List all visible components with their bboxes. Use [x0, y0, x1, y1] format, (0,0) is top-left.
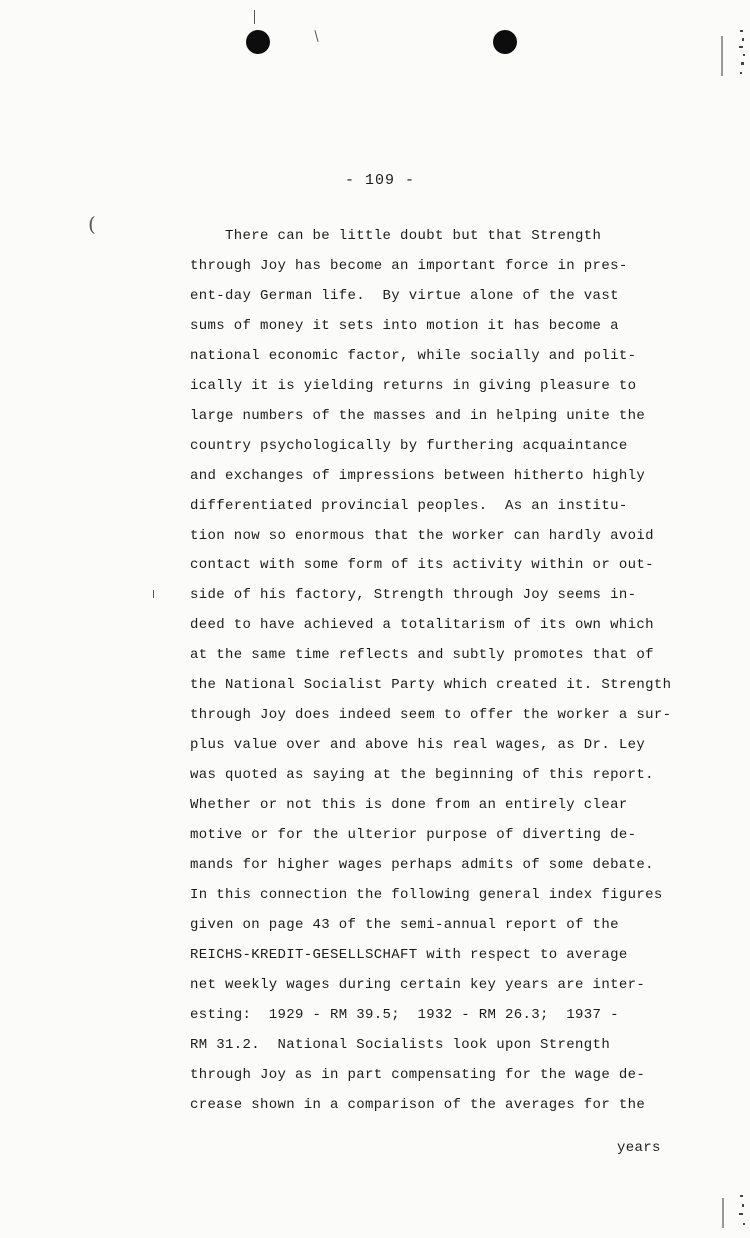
- text-line: net weekly wages during certain key years are inter-: [190, 976, 646, 993]
- text-line: sums of money it sets into motion it has become a: [190, 317, 619, 334]
- text-line: REICHS-KREDIT-GESELLSCHAFT with respect to average: [190, 946, 628, 963]
- text-line: deed to have achieved a totalitarism of its own which: [190, 617, 654, 634]
- scan-edge-specks: [738, 1195, 750, 1235]
- text-line: through Joy does indeed seem to offer the worker a sur-: [190, 707, 672, 724]
- scan-mark: [153, 590, 154, 598]
- text-line: through Joy has become an important force in pres-: [190, 257, 628, 274]
- scan-edge-specks: [738, 30, 750, 80]
- scan-mark: [314, 30, 318, 42]
- page-number: - 109 -: [344, 172, 415, 189]
- text-line: esting: 1929 - RM 39.5; 1932 - RM 26.3; 1937 -: [190, 1006, 619, 1023]
- text-line: There can be little doubt but that Strength: [190, 228, 602, 244]
- text-line: plus value over and above his real wages, as Dr. Ley: [190, 737, 646, 754]
- punch-hole: [493, 30, 517, 54]
- punch-hole: [246, 30, 270, 54]
- text-line: country psychologically by furthering acquaintance: [190, 437, 628, 454]
- text-line: ically it is yielding returns in giving pleasure to: [190, 377, 637, 394]
- text-line: differentiated provincial peoples. As an institu-: [190, 497, 628, 514]
- text-line: ent-day German life. By virtue alone of the vast: [190, 287, 619, 304]
- text-line: national economic factor, while socially and polit-: [190, 347, 637, 364]
- margin-mark: (: [88, 212, 96, 236]
- text-line: In this connection the following general index figures: [190, 886, 663, 903]
- text-line: side of his factory, Strength through Joy seems in-: [190, 587, 637, 604]
- scan-mark: [721, 36, 723, 76]
- scan-mark: [254, 10, 255, 24]
- text-line: tion now so enormous that the worker can hardly avoid: [190, 527, 654, 544]
- catchword: years: [617, 1140, 661, 1156]
- text-line: crease shown in a comparison of the averages for the: [190, 1096, 646, 1113]
- text-line: was quoted as saying at the beginning of this report.: [190, 767, 654, 784]
- text-line: motive or for the ulterior purpose of diverting de-: [190, 827, 637, 843]
- text-line: through Joy as in part compensating for the wage de-: [190, 1066, 646, 1083]
- text-line: contact with some form of its activity within or out-: [190, 557, 654, 574]
- text-line: Whether or not this is done from an entirely clear: [190, 797, 628, 814]
- text-line: the National Socialist Party which created it. Strength: [190, 677, 672, 694]
- text-line: given on page 43 of the semi-annual report of the: [190, 916, 619, 933]
- scan-mark: [722, 1198, 724, 1228]
- text-line: RM 31.2. National Socialists look upon Strength: [190, 1036, 611, 1053]
- text-line: large numbers of the masses and in helping unite the: [190, 407, 646, 424]
- text-line: at the same time reflects and subtly promotes that of: [190, 647, 654, 664]
- text-line: and exchanges of impressions between hitherto highly: [190, 467, 646, 484]
- text-line: mands for higher wages perhaps admits of some debate.: [190, 856, 654, 873]
